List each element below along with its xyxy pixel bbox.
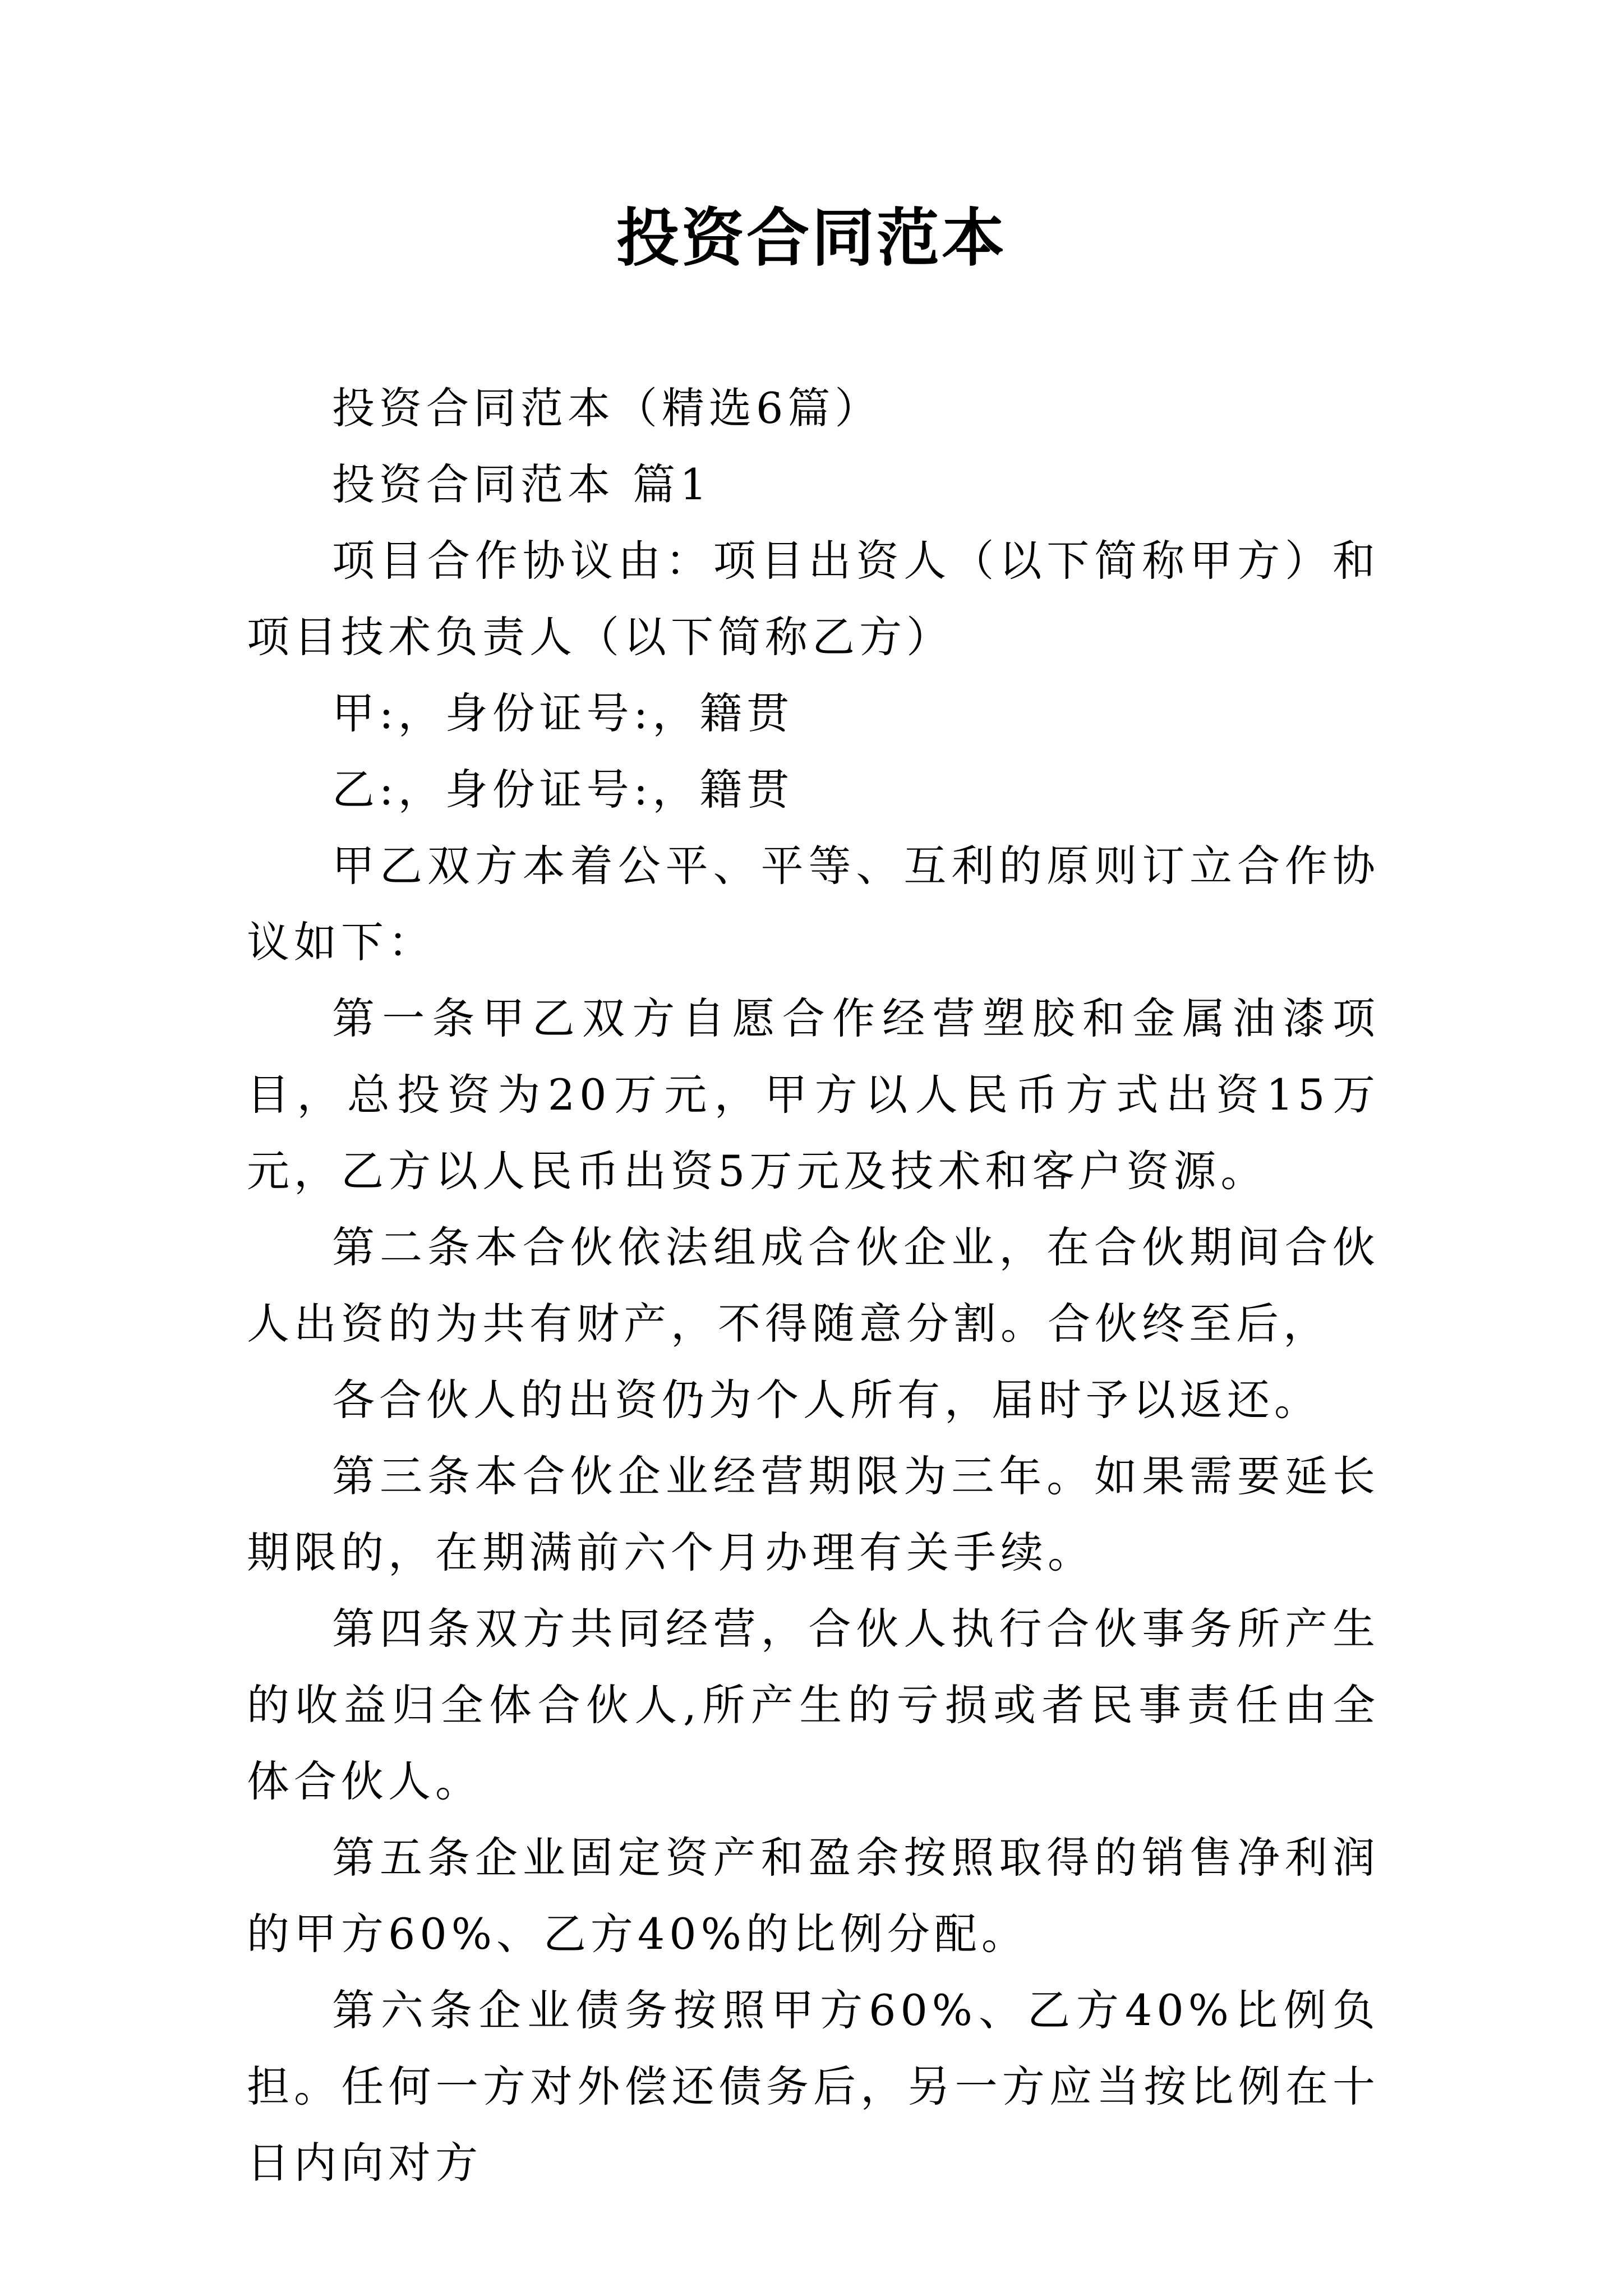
paragraph: 第一条甲乙双方自愿合作经营塑胶和金属油漆项目，总投资为20万元，甲方以人民币方式出资15万元，乙方以人民币出资5万元及技术和客户资源。 bbox=[247, 993, 1380, 1196]
document-body bbox=[247, 370, 1380, 2201]
paragraph: 第五条企业固定资产和盈余按照取得的销售净利润的甲方60%、乙方40%的比例分配。 bbox=[247, 1833, 1380, 1959]
paragraph: 各合伙人的出资仍为个人所有，届时予以返还。 bbox=[332, 1375, 1321, 1425]
paragraph: 甲:，身份证号:，籍贯 bbox=[332, 688, 794, 738]
paragraph: 乙:，身份证号:，籍贯 bbox=[332, 765, 794, 815]
paragraph: 第三条本合伙企业经营期限为三年。如果需要延长期限的，在期满前六个月办理有关手续。 bbox=[247, 1451, 1380, 1577]
paragraph: 项目合作协议由：项目出资人（以下简称甲方）和项目技术负责人（以下简称乙方） bbox=[247, 536, 1380, 662]
paragraph: 第二条本合伙依法组成合伙企业，在合伙期间合伙人出资的为共有财产，不得随意分割。合伙终至后， bbox=[247, 1222, 1380, 1349]
paragraph: 投资合同范本（精选6篇） bbox=[332, 383, 882, 433]
paragraph: 第六条企业债务按照甲方60%、乙方40%比例负担。任何一方对外偿还债务后，另一方应当按比例在十日内向对方 bbox=[247, 1985, 1380, 2188]
paragraph: 甲乙双方本着公平、平等、互利的原则订立合作协议如下： bbox=[247, 841, 1380, 967]
paragraph: 第四条双方共同经营，合伙人执行合伙事务所产生的收益归全体合伙人,所产生的亏损或者民事责任由全体合伙人。 bbox=[247, 1604, 1380, 1806]
paragraph: 投资合同范本 篇1 bbox=[332, 459, 712, 509]
document-title: 投资合同范本 bbox=[616, 201, 1007, 275]
